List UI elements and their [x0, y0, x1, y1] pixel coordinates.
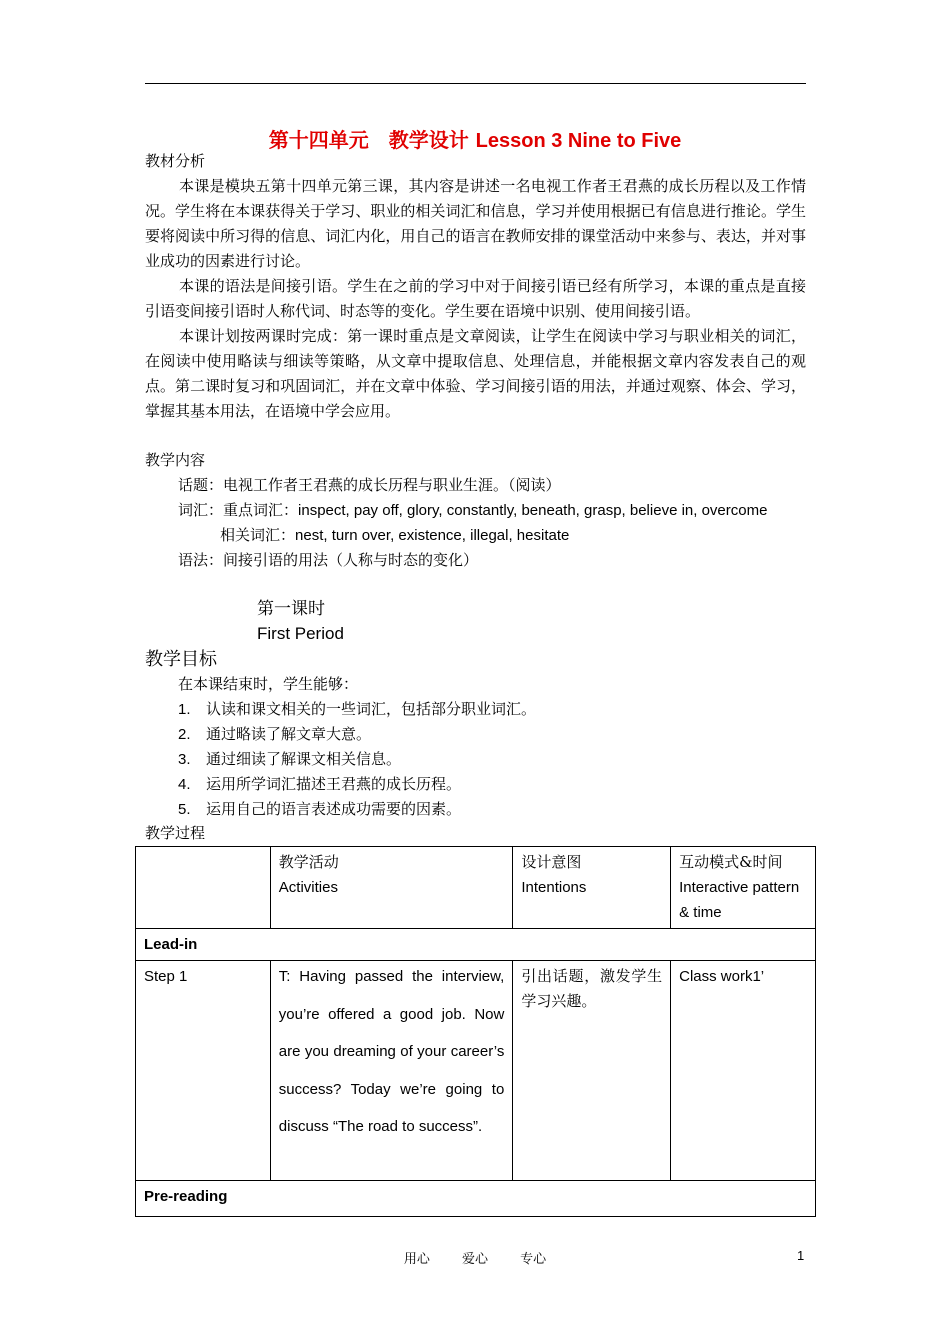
step-cell: Step 1 — [136, 961, 271, 1181]
header-intentions — [513, 847, 671, 929]
analysis-paragraph: 本课是模块五第十四单元第三课，其内容是讲述一名电视工作者王君燕的成长历程以及工作情况。学生将在本课获得关于学习、职业的相关词汇和信息，学习并使用根据已有信息进行推论。学生要将阅读中所习得的信息、词汇内化，用自己的语言在教师安排的课堂活动中来参与、表达，并对事业成功的因素进行讨论。 — [145, 177, 806, 270]
vocab-key-words: inspect, pay off, glory, constantly, beneath, grasp, believe in, overcome — [298, 502, 768, 519]
objective-text: 通过细读了解课文相关信息。 — [206, 750, 402, 768]
objective-item — [178, 797, 461, 822]
intention-text: 引出话题，激发学生学习兴趣。 — [521, 967, 663, 1010]
objective-number: 1. — [178, 701, 191, 718]
objective-text: 运用自己的语言表述成功需要的因素。 — [206, 800, 462, 818]
objective-number: 4. — [178, 776, 191, 793]
objective-number: 2. — [178, 726, 191, 743]
section-label: Lead-in — [136, 929, 816, 961]
activity-cell — [270, 961, 513, 1181]
analysis-paragraph: 本课计划按两课时完成：第一课时重点是文章阅读，让学生在阅读中学习与职业相关的词汇，在阅读中使用略读与细读等策略，从文章中提取信息、处理信息，并能根据文章内容发表自己的观点。第二课时复习和巩固词汇，并在文章中体验、学习间接引语的用法，并通过观察、体会、学习，掌握其基本用法，在语境中学会应用。 — [145, 327, 806, 420]
section-row-pre-reading — [136, 1181, 816, 1217]
footer-item: 用心 — [403, 1252, 430, 1267]
header-pattern-cn: 互动模式&时间 — [679, 853, 783, 871]
objective-item — [178, 747, 401, 772]
content-heading: 教学内容 — [145, 451, 206, 469]
header-pattern-en: Interactive pattern & time — [679, 879, 800, 921]
header-pattern — [671, 847, 816, 929]
activity-text: T: Having passed the interview, you’re offered a good job. Now are you dreaming of your career’s success? Today we’re going to discuss “The road to success”. — [278, 968, 505, 1135]
title-en: Lesson 3 Nine to Five — [475, 130, 682, 152]
objective-number: 5. — [178, 801, 191, 818]
header-activities — [270, 847, 513, 929]
content-vocab-related — [220, 523, 569, 548]
objective-text: 认读和课文相关的一些词汇，包括部分职业词汇。 — [206, 700, 537, 718]
section-label: Pre-reading — [136, 1181, 816, 1217]
content-vocab-key — [178, 498, 767, 523]
table-row — [136, 961, 816, 1181]
analysis-section — [145, 149, 806, 424]
header-intentions-cn: 设计意图 — [521, 853, 582, 871]
content-grammar: 语法：间接引语的用法（人称与时态的变化） — [178, 551, 479, 569]
vocab-key-label: 词汇：重点词汇： — [178, 501, 299, 519]
header-rule — [145, 83, 806, 84]
footer-item: 爱心 — [461, 1252, 488, 1267]
objectives-intro: 在本课结束时，学生能够： — [178, 675, 359, 693]
header-activities-en: Activities — [278, 879, 338, 896]
content-topic: 话题：电视工作者王君燕的成长历程与职业生涯。（阅读） — [178, 476, 561, 494]
section-row-lead-in — [136, 929, 816, 961]
intention-cell — [513, 961, 671, 1181]
page-footer — [0, 1248, 950, 1267]
header-intentions-en: Intentions — [521, 879, 587, 896]
objective-number: 3. — [178, 751, 191, 768]
objective-item — [178, 772, 461, 797]
vocab-related-words: nest, turn over, existence, illegal, hesitate — [295, 527, 570, 544]
pattern-cell: Class work1’ — [671, 961, 816, 1181]
objective-item — [178, 722, 371, 747]
title-cn: 第十四单元 教学设计 — [268, 128, 469, 152]
analysis-heading: 教材分析 — [145, 152, 206, 170]
period-cn: 第一课时 — [257, 599, 325, 619]
header-activities-cn: 教学活动 — [278, 853, 339, 871]
objective-text: 运用所学词汇描述王君燕的成长历程。 — [206, 775, 462, 793]
period-en: First Period — [257, 624, 344, 643]
footer-item: 专心 — [520, 1252, 547, 1267]
header-empty-cell — [136, 847, 271, 929]
page-number: 1 — [797, 1248, 805, 1263]
objective-item — [178, 697, 536, 722]
objective-text: 通过略读了解文章大意。 — [206, 725, 372, 743]
process-heading: 教学过程 — [145, 824, 206, 842]
objectives-heading: 教学目标 — [145, 649, 217, 670]
table-header-row — [136, 847, 816, 929]
analysis-paragraph: 本课的语法是间接引语。学生在之前的学习中对于间接引语已经有所学习，本课的重点是直接引语变间接引语时人称代词、时态等的变化。学生要在语境中识别、使用间接引语。 — [145, 277, 806, 320]
lesson-plan-table — [135, 846, 816, 1217]
vocab-related-label: 相关词汇： — [220, 526, 296, 544]
